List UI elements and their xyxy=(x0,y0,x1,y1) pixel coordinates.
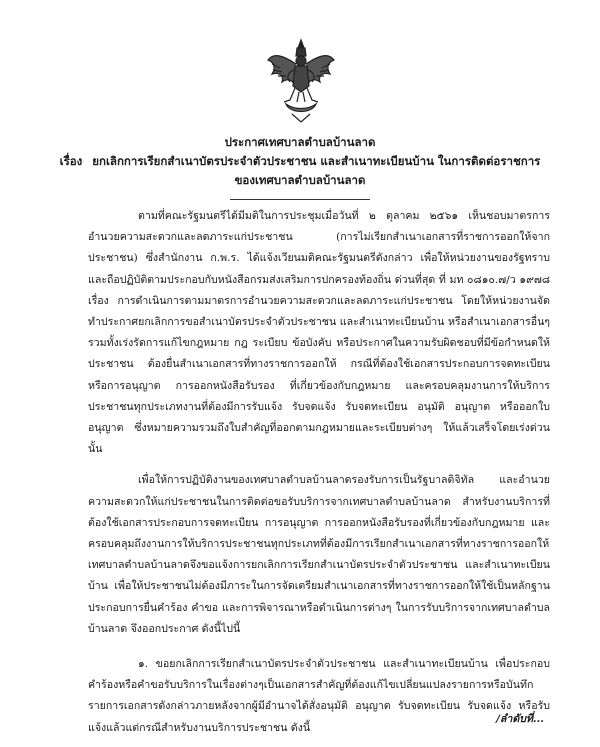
announcement-subject xyxy=(40,152,560,171)
announcement-title: ประกาศเทศบาลตำบลบ้านลาด xyxy=(224,135,376,149)
announcement-header xyxy=(40,133,560,190)
subject-text: ยกเลิกการเรียกสำเนาบัตรประจำตัวประชาชน และสำเนาทะเบียนบ้าน ในการติดต่อราชการ xyxy=(92,154,541,168)
subject-label: เรื่อง xyxy=(59,154,83,168)
garuda-emblem-icon xyxy=(266,38,336,124)
header-divider xyxy=(230,199,370,200)
paragraph: เพื่อให้การปฏิบัติงานของเทศบาลตำบลบ้านลาดรองรับการเป็นรัฐบาลดิจิทัล และอำนวยความสะดวกให้แก่ประชาชนในการติดต่อขอรับบริการจากเทศบาลตำบลบ้านลาด สำหรับงานบริการที่ต้องใช้เอกสารประกอบการจดทะเบียน การอนุญาต การออกหนังสือรับรองที่เกี่ยวข้องกับกฎหมาย และครอบคลุมถึงงานการให้บริการประชาชนทุกประเภทที่ต้องมีการเรียกสำเนาเอกสารที่ทางราชการออกให้ เทศบาลตำบลบ้านลาดจึงขอแจ้งการยกเลิกการเรียกสำเนาบัตรประจำตัวประชาชน และสำเนาทะเบียนบ้าน เพื่อให้ประชาชนไม่ต้องมีภาระในการจัดเตรียมสำเนาเอกสารที่ทางราชการออกให้ใช้เป็นหลักฐานประกอบการยื่นคำร้อง คำขอ และการพิจารณาหรือดำเนินการต่างๆ ในการรับบริการจากเทศบาลตำบลบ้านลาด จึงออกประกาศ ดังนี้ไปนี้ xyxy=(88,474,550,635)
subject-line-2: ของเทศบาลตำบลบ้านลาด xyxy=(234,173,366,187)
announcement-body xyxy=(88,206,550,747)
paragraph: ๑. ขอยกเลิกการเรียกสำเนาบัตรประจำตัวประชาชน และสำเนาทะเบียนบ้าน เพื่อประกอบคำร้องหรือคำขอรับบริการในเรื่องต่างๆเป็นเอกสารสำคัญที่ต้องแก้ไขเปลี่ยนแปลงรายการหรือบันทึกรายการเอกสารดังกล่าวภายหลังจากผู้มีอำนาจได้สั่งอนุมัติ อนุญาต รับจดทะเบียน รับจดแจ้ง หรือรับแจ้งแล้วแต่กรณีสำหรับงานบริการประชาชน ดังนี้ xyxy=(88,658,550,734)
page-continuation: /ลำดับที่... xyxy=(496,713,544,725)
paragraph: ตามที่คณะรัฐมนตรีได้มีมติในการประชุมเมื่อวันที่ ๒ ตุลาคม ๒๕๖๑ เห็นชอบมาตรการอำนวยความสะดวกและลดภาระแก่ประชาชน (การไม่เรียกสำเนาเอกสารที่ราชการออกให้จากประชาชน) ซึ่งสำนักงาน ก.พ.ร. ได้แจ้งเวียนมติคณะรัฐมนตรีดังกล่าว เพื่อให้หน่วยงานของรัฐทราบและถือปฏิบัติตามประกอบกับหนังสือกรมส่งเสริมการปกครองท้องถิ่น ด่วนที่สุด ที่ มท ๐๘๑๐.๗/ว ๑๙๗๘ เรื่อง การดำเนินการตามมาตรการอำนวยความสะดวกและลดภาระแก่ประชาชน โดยให้หน่วยงานจัดทำประกาศยกเลิกการขอสำเนาบัตรประจำตัวประชาชน และสำเนาทะเบียนบ้าน หรือสำเนาเอกสารอื่นๆ รวมทั้งเร่งรัดการแก้ไขกฎหมาย กฎ ระเบียบ ข้อบังคับ หรือประกาศในความรับผิดชอบที่มีข้อกำหนดให้ประชาชน ต้องยื่นสำเนาเอกสารที่ทางราชการออกให้ กรณีที่ต้องใช้เอกสารประกอบการจดทะเบียน หรือการอนุญาต การออกหนังสือรับรอง ที่เกี่ยวข้องกับกฎหมาย และครอบคลุมงานการให้บริการประชาชนทุกประเภทงานที่ต้องมีการรับแจ้ง รับจดแจ้ง รับจดทะเบียน อนุมัติ อนุญาต หรือออกใบอนุญาต ซึ่งหมายความรวมถึงใบสำคัญที่ออกตามกฎหมายและระเบียบต่างๆ ให้แล้วเสร็จโดยเร่งด่วน นั้น xyxy=(88,210,550,456)
